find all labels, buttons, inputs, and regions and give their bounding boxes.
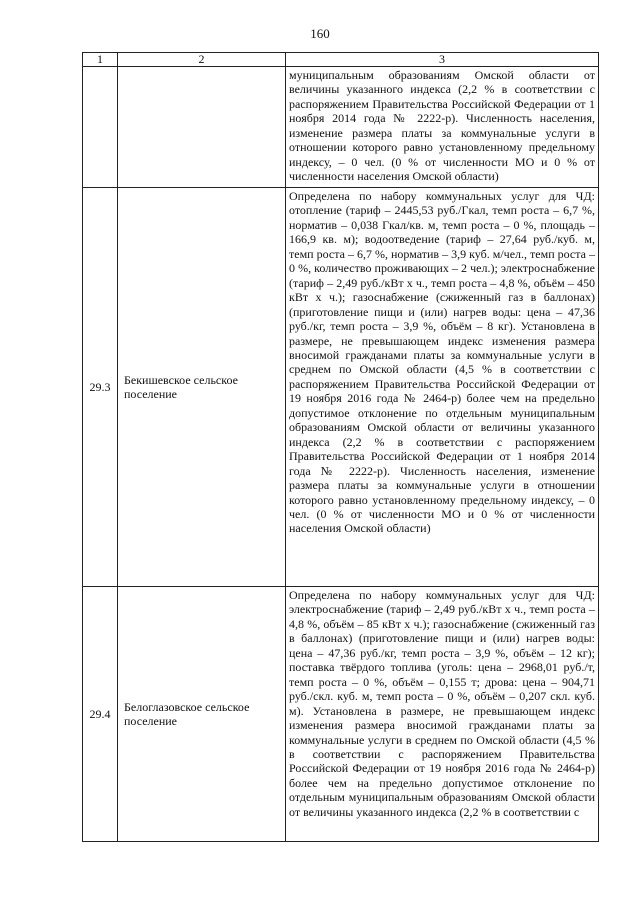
table-header-row [83, 53, 599, 67]
table-row [83, 67, 599, 188]
column-header-2: 2 [118, 53, 286, 67]
table-row [83, 188, 599, 587]
row-description: Определена по набору коммунальных услуг для ЧД: электроснабжение (тариф – 2,49 руб./кВт х ч., темп роста – 4,8 %, объём – 85 кВт х ч.); газоснабжение (сжиженный газ в баллонах) (приготовление пищи и (или) нагрев воды: цена – 47,36 руб./кг, темп роста – 3,9 %, объём – 12 кг); поставка твёрдого топлива (уголь: цена – 2968,01 руб./т, темп роста – 0 %, объём – 0,155 т; дрова: цена – 904,71 руб./скл. куб. м, темп роста – 0 %, объём – 0,207 скл. куб. м). Установлена в размере, не превышающем индекс изменения размера вносимой гражданами платы за коммунальные услуги в среднем по Омской области (4,5 % в соответствии с распоряжением Правительства Российской Федерации от 19 ноября 2016 года № 2464-р) более чем на предельно допустимое отклонение по отдельным муниципальным образованиям Омской области от величины указанного индекса (2,2 % в соответствии с [286, 587, 599, 842]
settlement-name: Белоглазовское сельское поселение [118, 587, 286, 842]
row-description: Определена по набору коммунальных услуг для ЧД: отопление (тариф – 2445,53 руб./Гкал, темп роста – 6,7 %, норматив – 0,038 Гкал/кв. м, темп роста – 0 %, площадь – 166,9 кв. м); водоотведение (тариф – 27,64 руб./куб. м, темп роста – 6,7 %, норматив – 3,9 куб. м/чел., темп роста – 0 %, количество проживающих – 2 чел.); электроснабжение (тариф – 2,49 руб./кВт х ч., темп роста – 4,8 %, объём – 450 кВт х ч.); газоснабжение (сжиженный газ в баллонах) (приготовление пищи и (или) нагрев воды: цена – 47,36 руб./кг, темп роста – 3,9 %, объём – 8 кг). Установлена в размере, не превышающем индекс изменения размера вносимой гражданами платы за коммунальные услуги в среднем по Омской области (4,5 % в соответствии с распоряжением Правительства Российской Федерации от 19 ноября 2016 года № 2464-р) более чем на предельно допустимое отклонение по отдельным муниципальным образованиям Омской области от величины указанного индекса (2,2 % в соответствии с распоряжением Правительства Российской Федерации от 1 ноября 2014 года № 2222-р). Численность населения, изменение размера платы за коммунальные услуги в отношении которого равно установленному предельному индексу, – 0 чел. (0 % от численности МО и 0 % от численности населения Омской области) [286, 188, 599, 587]
table-row [83, 587, 599, 842]
utility-payments-table [82, 52, 599, 842]
column-header-1: 1 [83, 53, 118, 67]
column-header-3: 3 [286, 53, 599, 67]
row-number: 29.4 [83, 587, 118, 842]
row-number: 29.3 [83, 188, 118, 587]
page-number: 160 [310, 26, 330, 41]
settlement-name [118, 67, 286, 188]
settlement-name: Бекишевское сельское поселение [118, 188, 286, 587]
row-description: муниципальным образованиям Омской области от величины указанного индекса (2,2 % в соответствии с распоряжением Правительства Российской Федерации от 1 ноября 2014 года № 2222-р). Численность населения, изменение размера платы за коммунальные услуги в отношении которого равно установленному предельному индексу, – 0 чел. (0 % от численности МО и 0 % от численности населения Омской области) [286, 67, 599, 188]
row-number [83, 67, 118, 188]
